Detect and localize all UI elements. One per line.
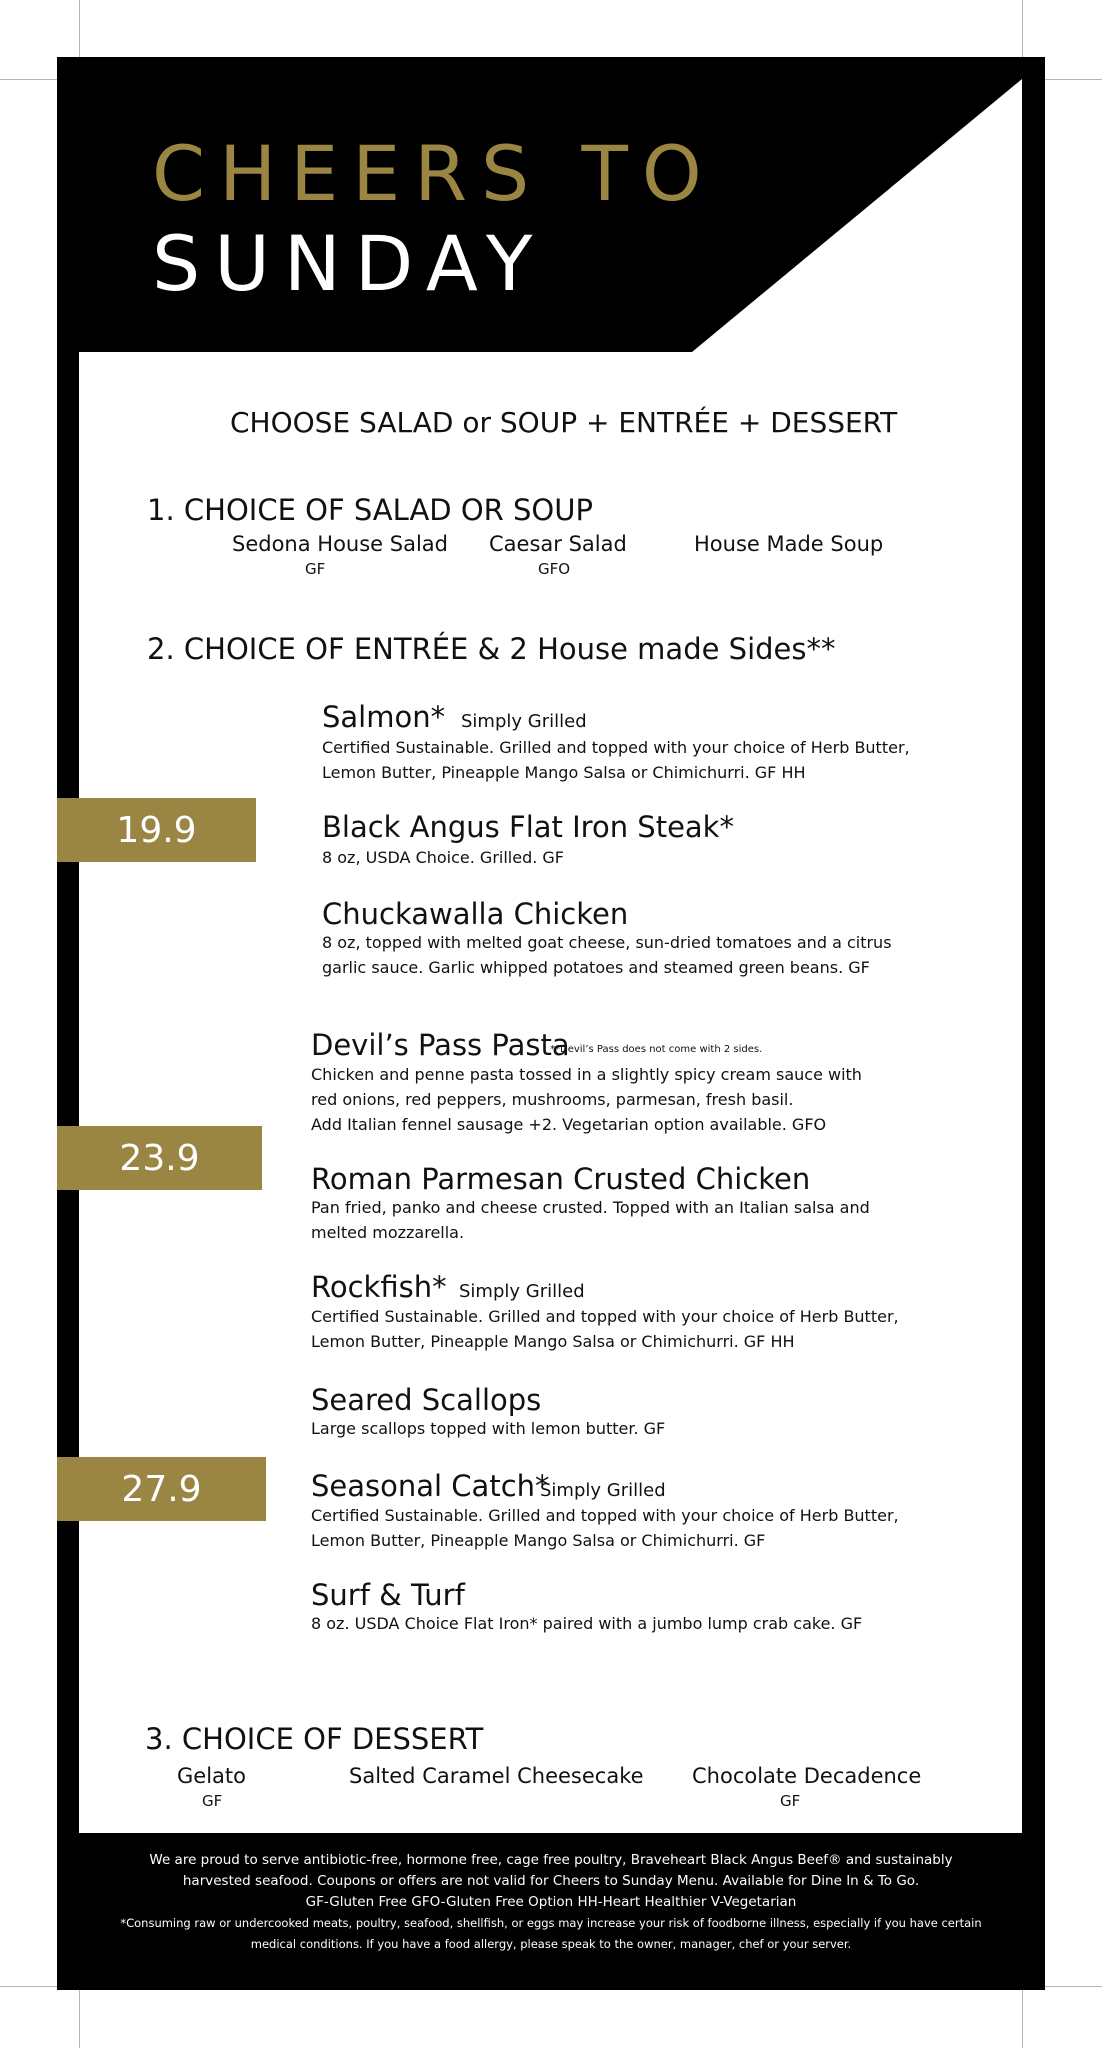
entree-description: 8 oz, topped with melted goat cheese, sun-dried tomatoes and a citrus garlic sauce. Garlic whipped potatoes and steamed green beans. GF [322, 933, 892, 977]
entree-name: Chuckawalla Chicken [322, 897, 629, 931]
dessert-option-tag: GF [202, 1792, 223, 1810]
crop-mark [1022, 1986, 1023, 2048]
entree-name: Surf & Turf [311, 1578, 465, 1612]
entree-description: 8 oz. USDA Choice Flat Iron* paired with a jumbo lump crab cake. GF [311, 1614, 863, 1633]
soup-option: House Made Soup [694, 532, 884, 556]
title-line-1: CHEERS TO [152, 129, 716, 218]
section-3-heading: 3. CHOICE OF DESSERT [145, 1722, 484, 1756]
crop-mark [79, 0, 80, 62]
entree-subtitle: Simply Grilled [459, 1281, 585, 1302]
crop-mark [1040, 1986, 1102, 1987]
dessert-option: Chocolate Decadence [692, 1764, 922, 1788]
entree-name: Devil’s Pass Pasta [311, 1028, 570, 1062]
entree-name: Black Angus Flat Iron Steak* [322, 810, 734, 844]
footer-offers-text: harvested seafood. Coupons or offers are not valid for Cheers to Sunday Menu. Available for Dine In & To Go. [182, 1873, 920, 1889]
entree-subtitle: Simply Grilled [461, 711, 587, 732]
footer-legend: GF-Gluten Free GFO-Gluten Free Option HH-Heart Healthier V-Vegetarian [305, 1894, 797, 1910]
footer-sourcing-text: We are proud to serve antibiotic-free, hormone free, cage free poultry, Braveheart Black Angus Beef® and sustainably [149, 1852, 953, 1868]
entree-name: Rockfish* [311, 1270, 447, 1304]
footer-consumption-warning: *Consuming raw or undercooked meats, poultry, seafood, shellfish, or eggs may increase your risk of foodborne illness, especially if you have certain [120, 1916, 982, 1930]
menu-footer [57, 1833, 1045, 1990]
dessert-option: Gelato [177, 1764, 246, 1788]
dessert-option: Salted Caramel Cheesecake [349, 1764, 644, 1788]
entree-subtitle: Simply Grilled [540, 1480, 666, 1501]
entree-name: Salmon* [322, 700, 446, 734]
salad-option-tag: GF [305, 560, 326, 578]
entree-description: Large scallops topped with lemon butter. GF [311, 1419, 666, 1438]
salad-option-tag: GFO [538, 560, 571, 578]
price-badge: 27.9 [57, 1457, 266, 1521]
price-badge: 23.9 [57, 1126, 262, 1190]
entree-description: 8 oz, USDA Choice. Grilled. GF [322, 848, 565, 867]
entree-name: Roman Parmesan Crusted Chicken [311, 1162, 811, 1196]
dessert-option-tag: GF [780, 1792, 801, 1810]
section-1-heading: 1. CHOICE OF SALAD OR SOUP [147, 493, 593, 527]
entree-description: Chicken and penne pasta tossed in a slightly spicy cream sauce with red onions, red peppers, mushrooms, parmesan, fresh basil. [311, 1065, 862, 1109]
crop-mark [0, 1986, 62, 1987]
entree-description: Certified Sustainable. Grilled and topped with your choice of Herb Butter, Lemon Butter, Pineapple Mango Salsa or Chimichurri. GF HH [311, 1307, 899, 1351]
entree-note: **Devil’s Pass does not come with 2 sides. [550, 1044, 763, 1055]
salad-option: Caesar Salad [489, 532, 627, 556]
footer-allergy-notice: medical conditions. If you have a food allergy, please speak to the owner, manager, chef or your server. [250, 1937, 852, 1951]
crop-mark [0, 79, 62, 80]
section-2-heading: 2. CHOICE OF ENTRÉE & 2 House made Sides** [147, 632, 836, 666]
entree-description: Certified Sustainable. Grilled and topped with your choice of Herb Butter, Lemon Butter, Pineapple Mango Salsa or Chimichurri. GF HH [322, 738, 910, 782]
price-badge: 19.9 [57, 798, 256, 862]
entree-description: Add Italian fennel sausage +2. Vegetarian option available. GFO [311, 1115, 827, 1134]
crop-mark [1040, 79, 1102, 80]
crop-mark [79, 1986, 80, 2048]
title-line-2: SUNDAY [152, 219, 547, 308]
entree-name: Seasonal Catch* [311, 1469, 550, 1503]
entree-description: Certified Sustainable. Grilled and topped with your choice of Herb Butter, Lemon Butter, Pineapple Mango Salsa or Chimichurri. GF [311, 1506, 899, 1550]
salad-option: Sedona House Salad [232, 532, 448, 556]
entree-name: Seared Scallops [311, 1383, 542, 1417]
crop-mark [1022, 0, 1023, 62]
menu-instruction: CHOOSE SALAD or SOUP + ENTRÉE + DESSERT [230, 406, 898, 439]
entree-description: Pan fried, panko and cheese crusted. Topped with an Italian salsa and melted mozzarella. [311, 1198, 870, 1242]
